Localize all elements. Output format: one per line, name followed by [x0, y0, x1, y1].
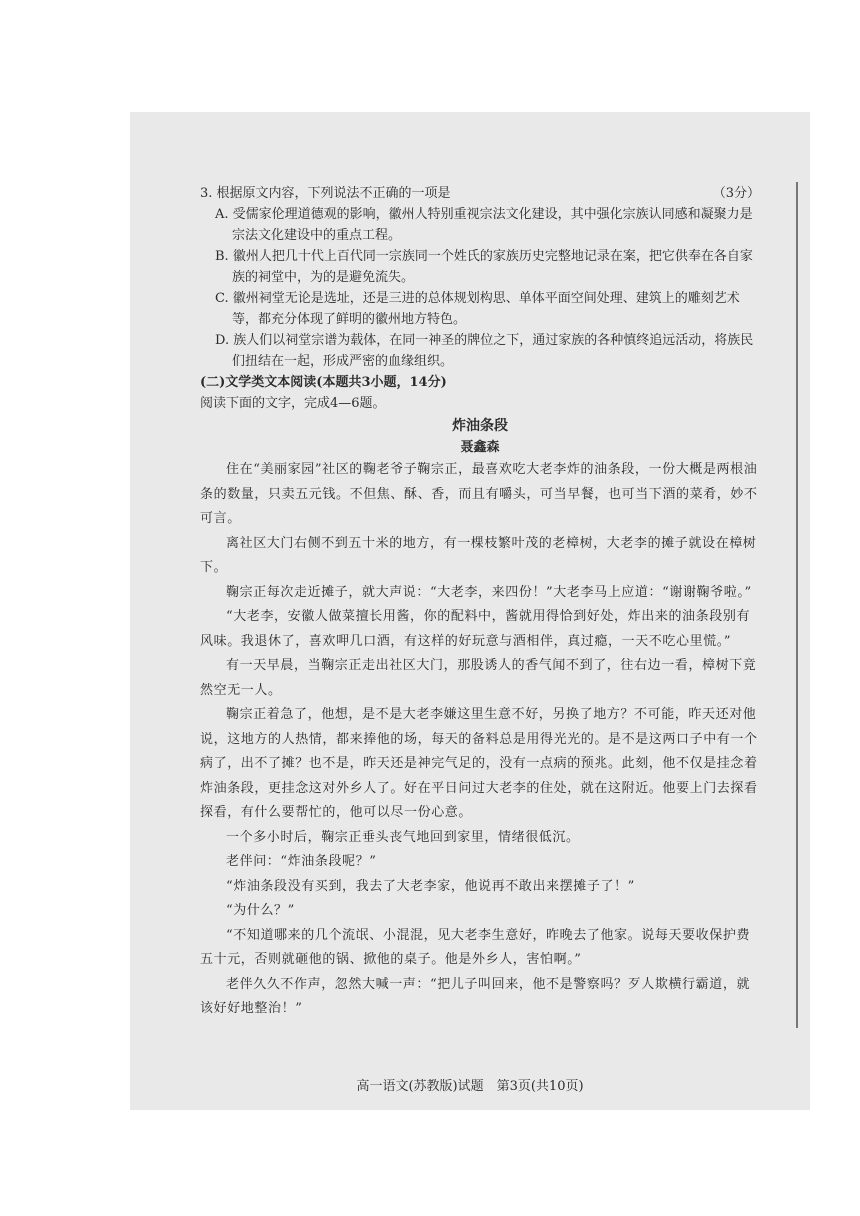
story-paragraph: “为什么？” — [226, 903, 295, 918]
option-b: B. 徽州人把几十代上百代同一宗族同一个姓氏的家族历史完整地记录在案，把它供奉在各自家族的祠堂中，为的是避免流失。 — [215, 249, 753, 285]
option-d: D. 族人们以祠堂宗谱为载体，在同一神圣的牌位之下，通过家族的各种慎终追远活动，将族民们扭结在一起，形成严密的血缘组织。 — [215, 333, 754, 369]
story-paragraph: 鞠宗正着急了，他想，是不是大老李嫌这里生意不好，另换了地方？不可能，昨天还对他说，这地方的人热情，都来捧他的场，每天的备料总是用得光光的。是不是这两口子中有一个病了，出不了摊？也不是，昨天还是神完气足的，没有一点病的预兆。此刻，他不仅是挂念着炸油条段，更挂念这对外乡人了。好在平日问过大老李的住处，就在这附近。他要上门去探看探看，有什么要帮忙的，他可以尽一份心意。 — [200, 707, 758, 820]
story-paragraph: 老伴问：“炸油条段呢？” — [226, 854, 377, 869]
story-paragraph: 一个多小时后，鞠宗正垂头丧气地回到家里，情绪很低沉。 — [226, 829, 580, 845]
story-paragraph: “炸油条段没有买到，我去了大老李家，他说再不敢出来摆摊子了！” — [226, 878, 635, 894]
page-footer: 高一语文(苏教版)试题 第3页(共10页) — [356, 1079, 584, 1094]
question-3-text: 3. 根据原文内容，下列说法不正确的一项是 — [200, 186, 451, 201]
margin-line — [796, 182, 798, 1028]
question-3-score: （3分） — [712, 186, 760, 201]
section-instruction: 阅读下面的文字，完成4—6题。 — [200, 396, 386, 411]
story-title: 炸油条段 — [452, 418, 508, 434]
story-paragraph: “不知道哪来的几个流氓、小混混，见大老李生意好，昨晚去了他家。说每天要收保护费五十元，否则就砸他的锅、掀他的桌子。他是外乡人，害怕啊。” — [200, 927, 751, 967]
story-paragraph: 有一天早晨，当鞠宗正走出社区大门，那股诱人的香气闻不到了，往右边一看，樟树下竟然空无一人。 — [200, 658, 757, 698]
option-c: C. 徽州祠堂无论是选址，还是三进的总体规划构思、单体平面空间处理、建筑上的雕刻艺术等，都充分体现了鲜明的徽州地方特色。 — [215, 291, 740, 327]
story-paragraph: 离社区大门右侧不到五十米的地方，有一棵枝繁叶茂的老樟树，大老李的摊子就设在樟树下。 — [200, 535, 757, 575]
section-heading: (二)文学类文本阅读(本题共3小题，14分) — [200, 375, 447, 390]
story-paragraph: “大老李，安徽人做菜擅长用酱，你的配料中，酱就用得恰到好处，炸出来的油条段别有风味。我退休了，喜欢呷几口酒，有这样的好玩意与酒相伴，真过瘾，一天不吃心里慌。” — [200, 609, 751, 649]
page-content — [200, 183, 760, 1022]
question-3-stem — [200, 183, 760, 204]
story-paragraph: 鞠宗正每次走近摊子，就大声说：“大老李，来四份！”大老李马上应道：“谢谢鞠爷啦。” — [226, 584, 752, 600]
story-author: 聂鑫森 — [460, 440, 500, 455]
story-paragraph: 住在“美丽家园”社区的鞠老爷子鞠宗正，最喜欢吃大老李炸的油条段，一份大概是两根油条的数量，只卖五元钱。不但焦、酥、香，而且有嚼头，可当早餐，也可当下酒的菜肴，妙不可言。 — [200, 462, 758, 526]
option-a: A. 受儒家伦理道德观的影响，徽州人特别重视宗法文化建设，其中强化宗族认同感和凝聚力是宗法文化建设中的重点工程。 — [215, 207, 753, 243]
story-paragraph: 老伴久久不作声，忽然大喊一声：“把儿子叫回来，他不是警察吗？歹人欺横行霸道，就该好好地整治！” — [200, 976, 751, 1016]
